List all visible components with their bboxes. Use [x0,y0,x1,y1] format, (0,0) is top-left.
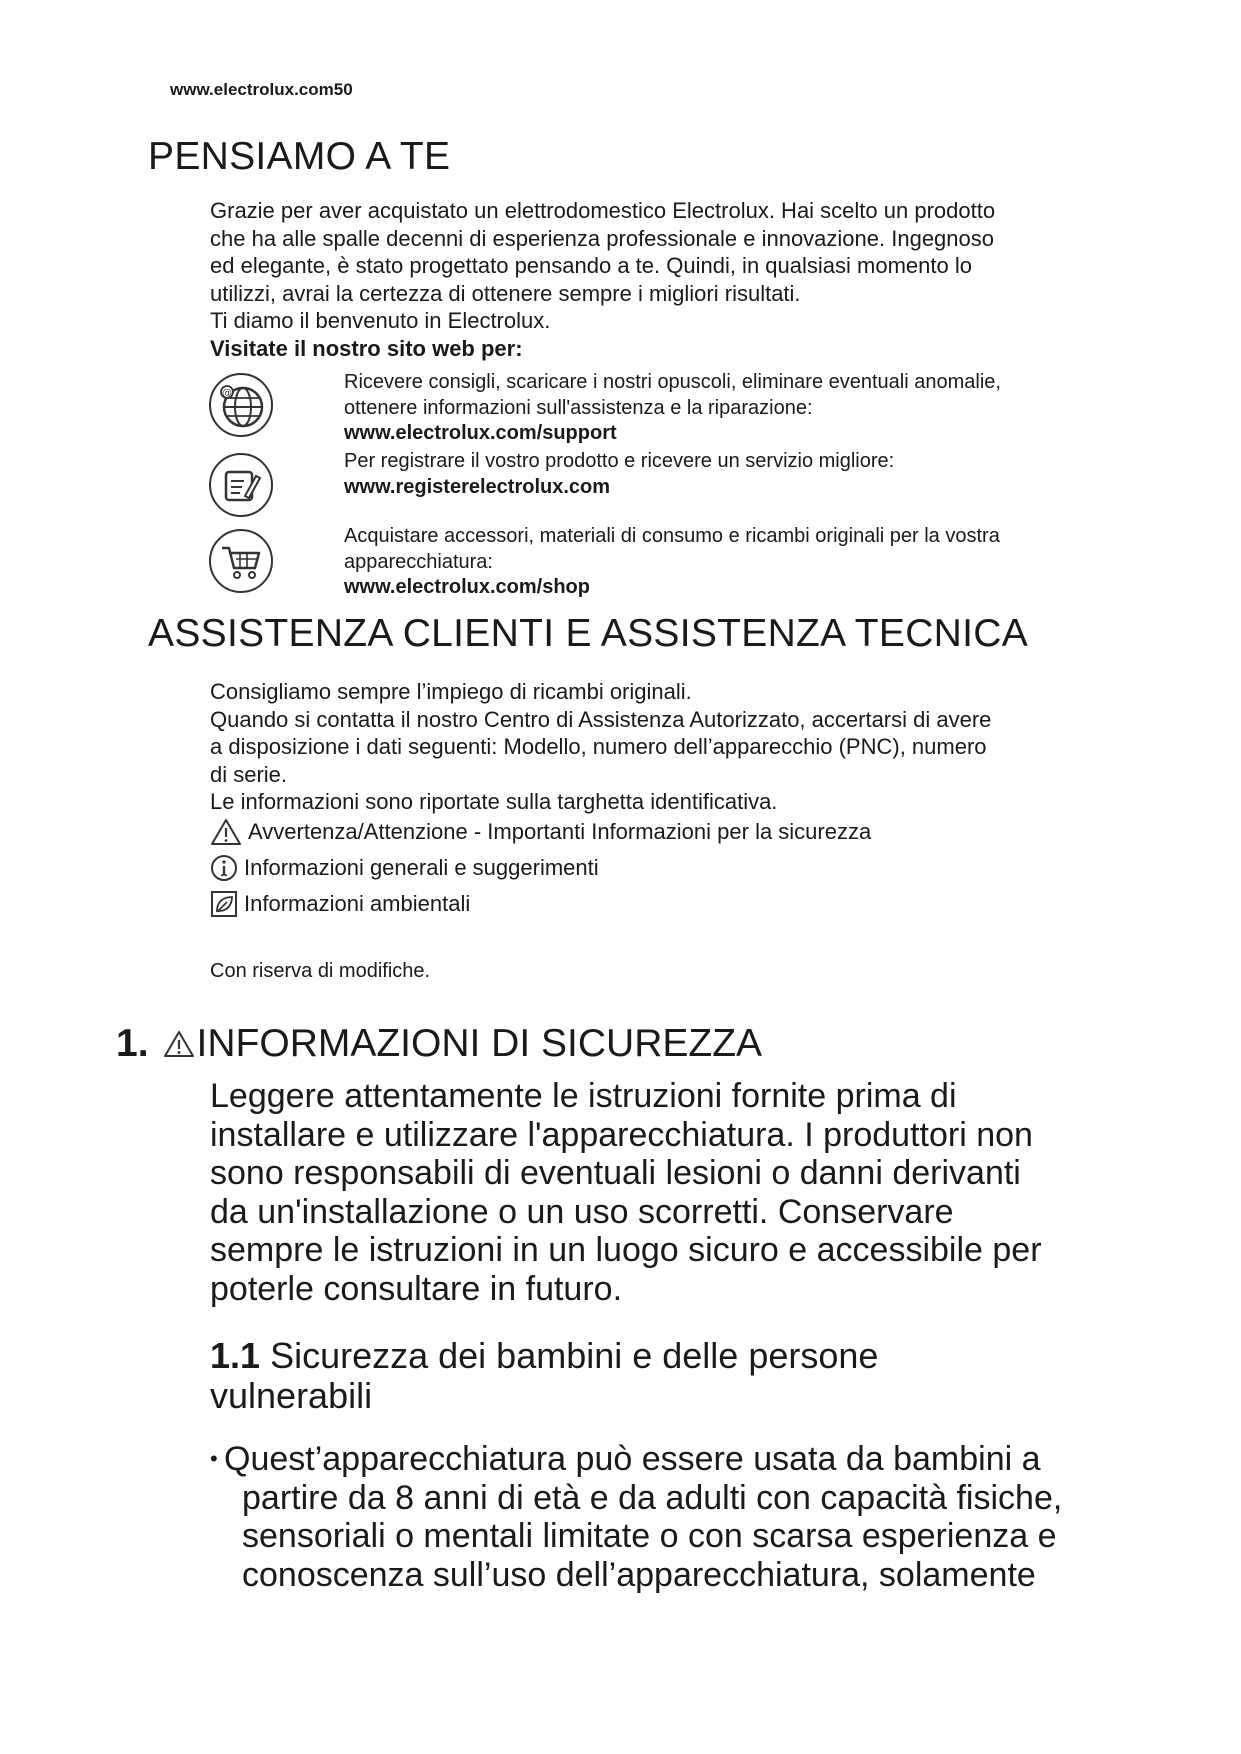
legend-warning [210,818,871,846]
safety-line: Leggere attentamente le istruzioni fornite prima di [210,1077,957,1115]
info-icon [210,854,238,882]
section-number: 1. [116,1022,149,1065]
warning-triangle-icon [210,818,242,846]
safety-line: installare e utilizzare l'apparecchiatura. I produttori non [210,1115,1033,1154]
section-title-sicurezza [116,1022,762,1066]
legend-text: Informazioni ambientali [244,891,471,916]
web-item-support [344,370,1114,447]
intro-line: che ha alle spalle decenni di esperienza professionale e innovazione. Ingegnoso [210,225,994,251]
section-title-text: INFORMAZIONI DI SICUREZZA [196,1022,763,1065]
bullet-dot: • [210,1446,218,1471]
assist-line: a disposizione i dati seguenti: Modello, numero dell’apparecchio (PNC), numero [210,734,987,760]
legend-environment [210,890,470,918]
bullet-line: partire da 8 anni di età e da adulti con capacità fisiche, [242,1478,1063,1517]
visit-label: Visitate il nostro sito web per: [210,335,523,361]
assist-line: Consigliamo sempre l’impiego di ricambi originali. [210,679,692,704]
legend-info [210,854,599,882]
section-title-assistenza: ASSISTENZA CLIENTI E ASSISTENZA TECNICA [148,612,1029,655]
bullet-line: sensoriali o mentali limitate o con scarsa esperienza e [242,1517,1057,1555]
svg-text:@: @ [222,388,232,399]
intro-line: ed elegante, è stato progettato pensando a te. Quindi, in qualsiasi momento lo [210,253,972,279]
safety-line: sono responsabili di eventuali lesioni o danni derivanti [210,1154,1021,1192]
assist-line: di serie. [210,761,288,787]
web-item-register [344,449,1114,500]
legend-text: Informazioni generali e suggerimenti [244,855,599,880]
subsection-title-line2: vulnerabili [210,1375,373,1416]
shop-link[interactable]: www.electrolux.com/shop [344,576,590,598]
legend-text: Avvertenza/Attenzione - Importanti Informazioni per la sicurezza [248,819,872,844]
web-item-line: apparecchiatura: [344,550,493,573]
bullet-item [210,1440,1130,1594]
safety-line: da un'installazione o un uso scorretti. Conservare [210,1192,954,1231]
intro-line: utilizzi, avrai la certezza di ottenere sempre i migliori risultati. [210,280,801,306]
support-link[interactable]: www.electrolux.com/support [344,422,617,444]
subsection-title [210,1336,1110,1416]
web-item-line: Ricevere consigli, scaricare i nostri opuscoli, eliminare eventuali anomalie, [344,371,1001,393]
safety-line: poterle consultare in futuro. [210,1269,623,1308]
web-item-line: Per registrare il vostro prodotto e ricevere un servizio migliore: [344,450,895,472]
register-link[interactable]: www.registerelectrolux.com [344,475,611,498]
shopping-cart-icon [208,528,274,594]
bullet-line: Quest’apparecchiatura può essere usata da bambini a [224,1440,1041,1478]
subsection-title-line1: Sicurezza dei bambini e delle persone [270,1335,879,1376]
leaf-icon [210,890,238,918]
register-form-icon [208,452,274,518]
header-url [170,80,353,100]
web-item-line: ottenere informazioni sull'assistenza e la riparazione: [344,396,813,419]
intro-paragraph [210,197,1110,363]
globe-icon [208,372,274,438]
page-number: 50 [333,80,353,99]
warning-triangle-icon [163,1030,195,1058]
section-title-pensiamo: PENSIAMO A TE [148,135,451,178]
bullet-line: conoscenza sull’uso dell’apparecchiatura, solamente [242,1555,1036,1594]
intro-line: Ti diamo il benvenuto in Electrolux. [210,308,551,334]
web-item-shop [344,524,1114,601]
safety-intro-paragraph [210,1077,1130,1308]
header-url-text: www.electrolux.com [170,80,334,99]
modifications-note: Con riserva di modifiche. [210,960,431,982]
safety-line: sempre le istruzioni in un luogo sicuro e accessibile per [210,1231,1042,1269]
assist-line: Quando si contatta il nostro Centro di Assistenza Autorizzato, accertarsi di avere [210,706,992,732]
subsection-number: 1.1 [210,1335,261,1376]
assist-line: Le informazioni sono riportate sulla targhetta identificativa. [210,789,778,815]
intro-line: Grazie per aver acquistato un elettrodomestico Electrolux. Hai scelto un prodotto [210,198,996,223]
assistenza-paragraph [210,678,1110,816]
web-item-line: Acquistare accessori, materiali di consumo e ricambi originali per la vostra [344,525,1000,547]
